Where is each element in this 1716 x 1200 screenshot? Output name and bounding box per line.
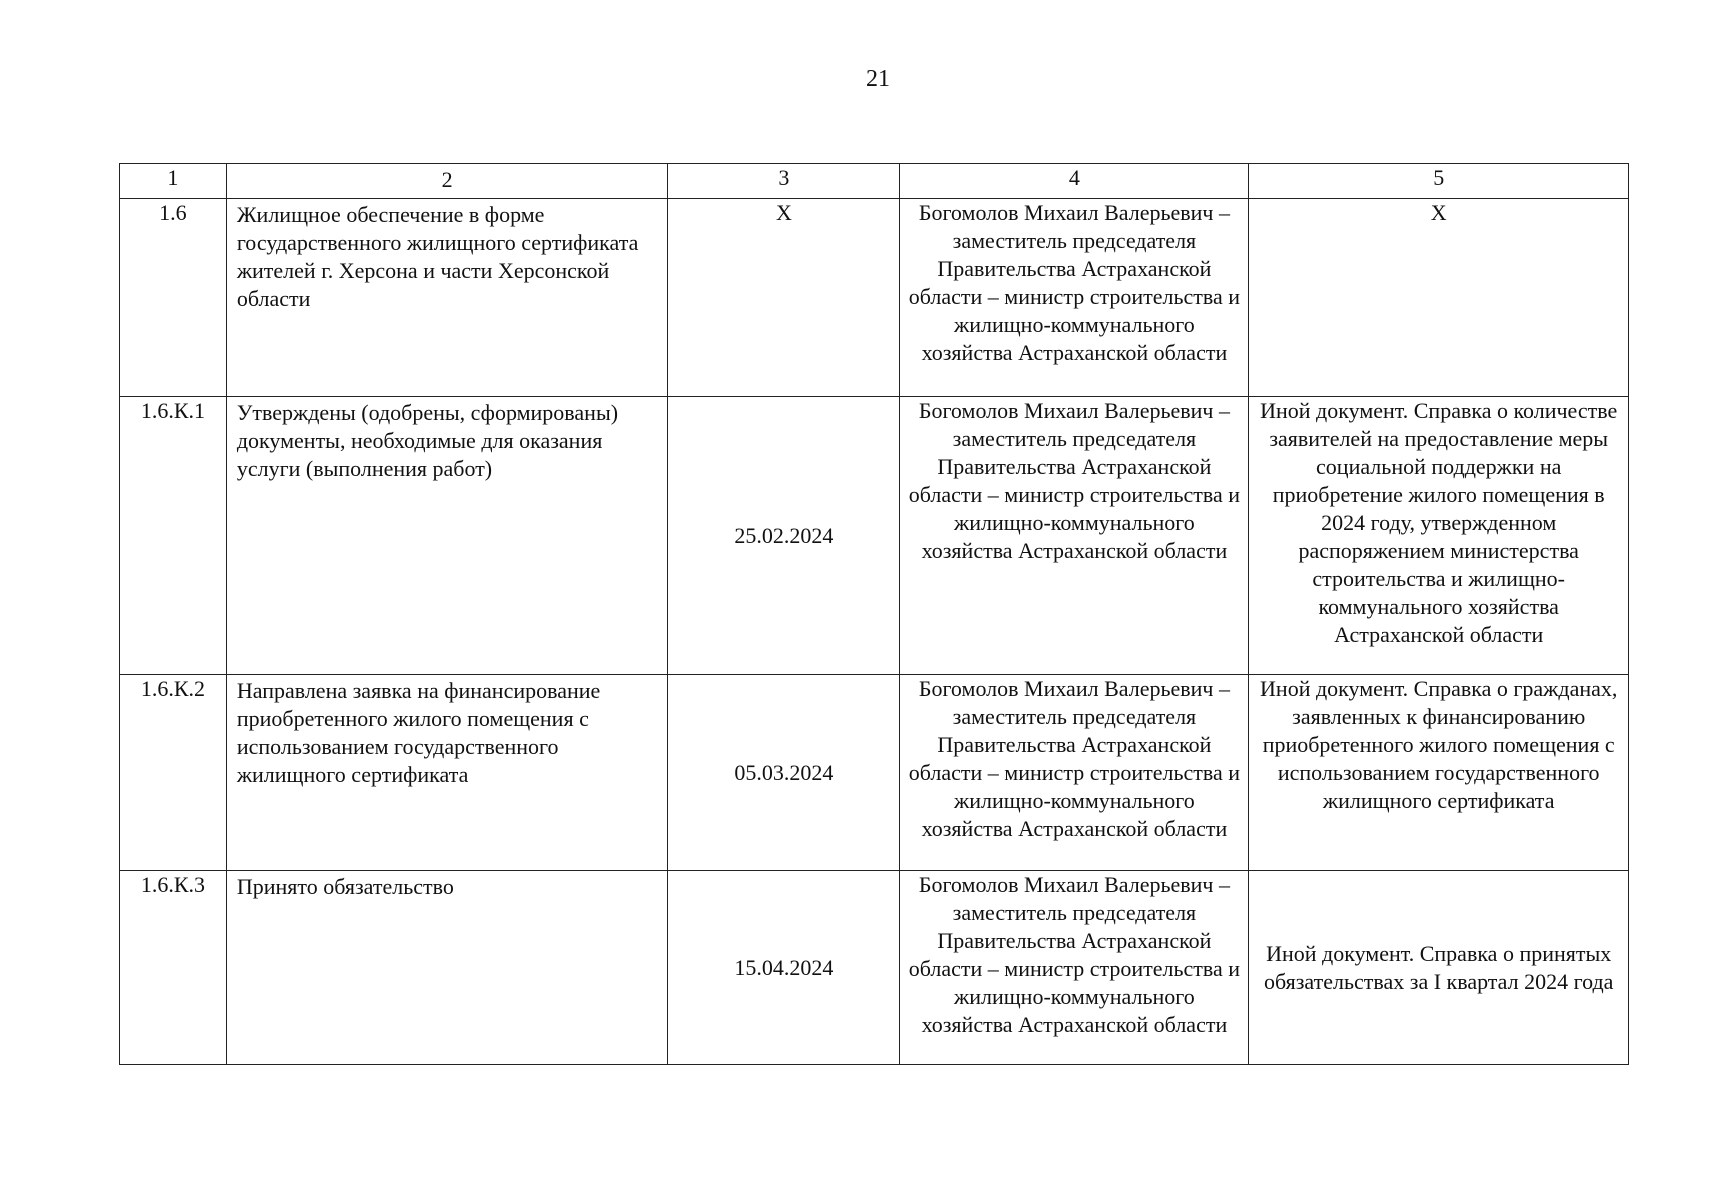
- event-name: Жилищное обеспечение в форме государственного жилищного сертификата жителей г. Херсона и части Херсонской области: [226, 199, 668, 397]
- event-name: Утверждены (одобрены, сформированы) документы, необходимые для оказания услуги (выполнения работ): [226, 397, 668, 675]
- table-header-row: [120, 164, 1629, 199]
- deadline-date: 05.03.2024: [668, 675, 900, 871]
- confirming-document: Х: [1249, 199, 1629, 397]
- confirming-document: Иной документ. Справка о количестве заявителей на предоставление меры социальной поддержки на приобретение жилого помещения в 2024 году, утвержденном распоряжением министерства строительства и жилищно-коммунального хозяйства Астраханской области: [1249, 397, 1629, 675]
- responsible-person: Богомолов Михаил Валерьевич – заместитель председателя Правительства Астраханской области – министр строительства и жилищно-коммунального хозяйства Астраханской области: [900, 871, 1249, 1065]
- table-row: [120, 199, 1629, 397]
- column-header-5: 5: [1249, 164, 1629, 199]
- confirming-document: Иной документ. Справка о принятых обязательствах за I квартал 2024 года: [1249, 871, 1629, 1065]
- deadline-date: Х: [668, 199, 900, 397]
- schedule-table: [119, 163, 1629, 1065]
- responsible-person: Богомолов Михаил Валерьевич – заместитель председателя Правительства Астраханской области – министр строительства и жилищно-коммунального хозяйства Астраханской области: [900, 675, 1249, 871]
- row-number: 1.6: [120, 199, 227, 397]
- row-number: 1.6.К.2: [120, 675, 227, 871]
- table-row: [120, 675, 1629, 871]
- column-header-3: 3: [668, 164, 900, 199]
- responsible-person: Богомолов Михаил Валерьевич – заместитель председателя Правительства Астраханской области – министр строительства и жилищно-коммунального хозяйства Астраханской области: [900, 397, 1249, 675]
- column-header-4: 4: [900, 164, 1249, 199]
- table-row: [120, 397, 1629, 675]
- row-number: 1.6.К.1: [120, 397, 227, 675]
- event-name: Направлена заявка на финансирование приобретенного жилого помещения с использованием государственного жилищного сертификата: [226, 675, 668, 871]
- deadline-date: 15.04.2024: [668, 871, 900, 1065]
- column-header-2: 2: [226, 164, 668, 199]
- row-number: 1.6.К.3: [120, 871, 227, 1065]
- deadline-date: 25.02.2024: [668, 397, 900, 675]
- confirming-document: Иной документ. Справка о гражданах, заявленных к финансированию приобретенного жилого помещения с использованием государственного жилищного сертификата: [1249, 675, 1629, 871]
- column-header-1: 1: [120, 164, 227, 199]
- table-row: [120, 871, 1629, 1065]
- responsible-person: Богомолов Михаил Валерьевич – заместитель председателя Правительства Астраханской области – министр строительства и жилищно-коммунального хозяйства Астраханской области: [900, 199, 1249, 397]
- event-name: Принято обязательство: [226, 871, 668, 1065]
- page-number: 21: [866, 66, 890, 92]
